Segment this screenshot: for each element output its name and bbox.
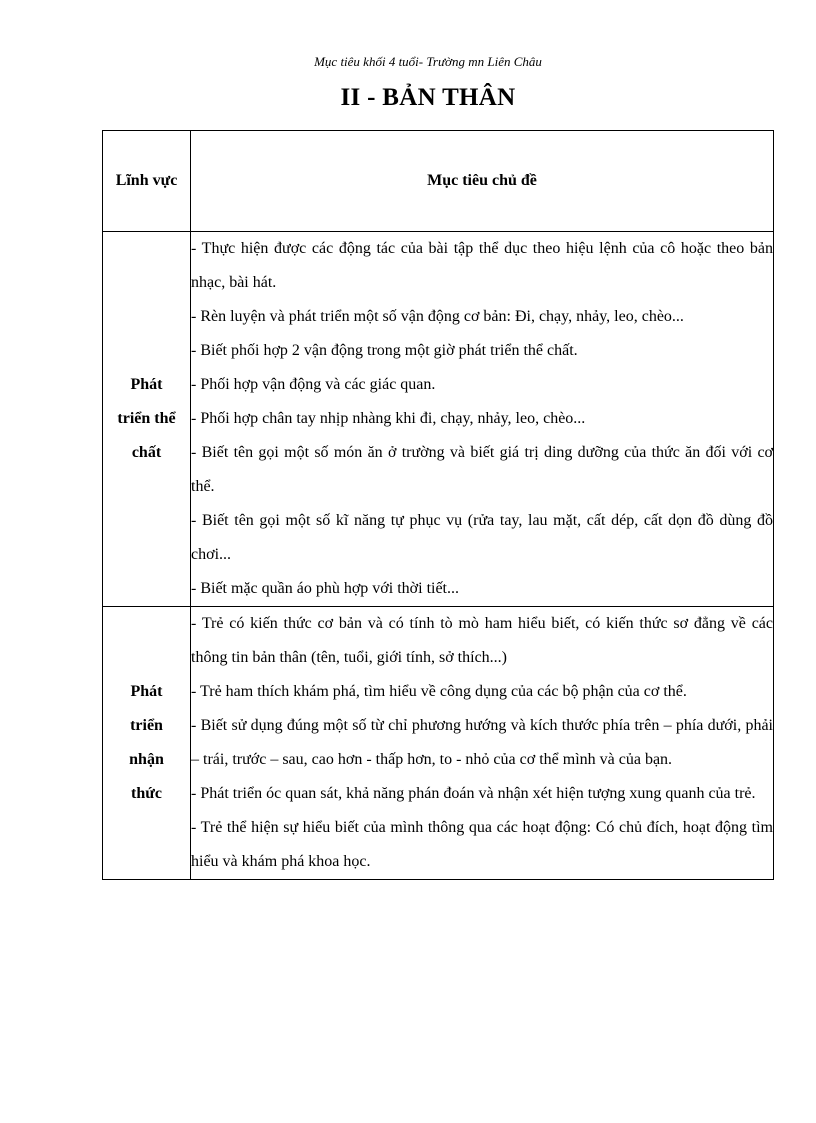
field-cell-cognitive — [103, 607, 191, 880]
goal-item: - Biết phối hợp 2 vận động trong một giờ phát triển thể chất. — [191, 342, 578, 359]
header-field-cell: Lĩnh vực — [103, 131, 191, 232]
goal-item: - Biết tên gọi một số kĩ năng tự phục vụ (rửa tay, lau mặt, cất dép, cất dọn đồ dùng đồ chơi... — [191, 512, 773, 563]
goal-item: - Biết mặc quần áo phù hợp với thời tiết... — [191, 580, 459, 597]
goal-item: - Phối hợp chân tay nhịp nhàng khi đi, chạy, nhảy, leo, chèo... — [191, 410, 586, 427]
goal-item: - Phối hợp vận động và các giác quan. — [191, 376, 436, 393]
document-title: II - BẢN THÂN — [340, 84, 516, 111]
goal-item: - Phát triển óc quan sát, khả năng phán đoán và nhận xét hiện tượng xung quanh của trẻ. — [191, 785, 756, 802]
header-goal-cell: Mục tiêu chủ đề — [191, 131, 774, 232]
goal-item: - Trẻ thể hiện sự hiểu biết của mình thông qua các hoạt động: Có chủ đích, hoạt động tìm hiểu và khám phá khoa học. — [191, 819, 773, 870]
field-label-line: triển thể — [117, 410, 176, 427]
field-label-line: Phát — [130, 683, 163, 700]
goal-cell-cognitive — [191, 607, 774, 880]
field-label-line: triển — [130, 717, 163, 734]
field-label-line: Phát — [130, 376, 163, 393]
goal-cell-physical — [191, 232, 774, 607]
field-label-line: nhận — [129, 751, 164, 768]
field-cell-physical — [103, 232, 191, 607]
document-header-note: Mục tiêu khối 4 tuổi- Trường mn Liên Châu — [314, 54, 542, 69]
table-row-physical — [103, 232, 774, 607]
goal-item: - Rèn luyện và phát triển một số vận động cơ bản: Đi, chạy, nhảy, leo, chèo... — [191, 308, 684, 325]
goal-item: - Trẻ ham thích khám phá, tìm hiểu về công dụng của các bộ phận của cơ thể. — [191, 683, 687, 700]
field-label-line: chất — [131, 444, 162, 461]
field-label-line: thức — [131, 785, 162, 802]
table-header-row — [103, 131, 774, 232]
goal-item: - Biết sử dụng đúng một số từ chỉ phương hướng và kích thước phía trên – phía dưới, phải – trái, trước – sau, cao hơn - thấp hơn, to - nhỏ của cơ thể mình và của bạn. — [191, 717, 773, 768]
goal-item: - Trẻ có kiến thức cơ bản và có tính tò mò ham hiểu biết, có kiến thức sơ đẳng về các thông tin bản thân (tên, tuổi, giới tính, sở thích...) — [191, 615, 773, 666]
goal-item: - Biết tên gọi một số món ăn ở trường và biết giá trị ding dưỡng của thức ăn đối với cơ thể. — [191, 444, 773, 495]
goal-item: - Thực hiện được các động tác của bài tập thể dục theo hiệu lệnh của cô hoặc theo bản nhạc, bài hát. — [191, 240, 773, 291]
table-row-cognitive — [103, 607, 774, 880]
goals-table — [102, 130, 774, 880]
